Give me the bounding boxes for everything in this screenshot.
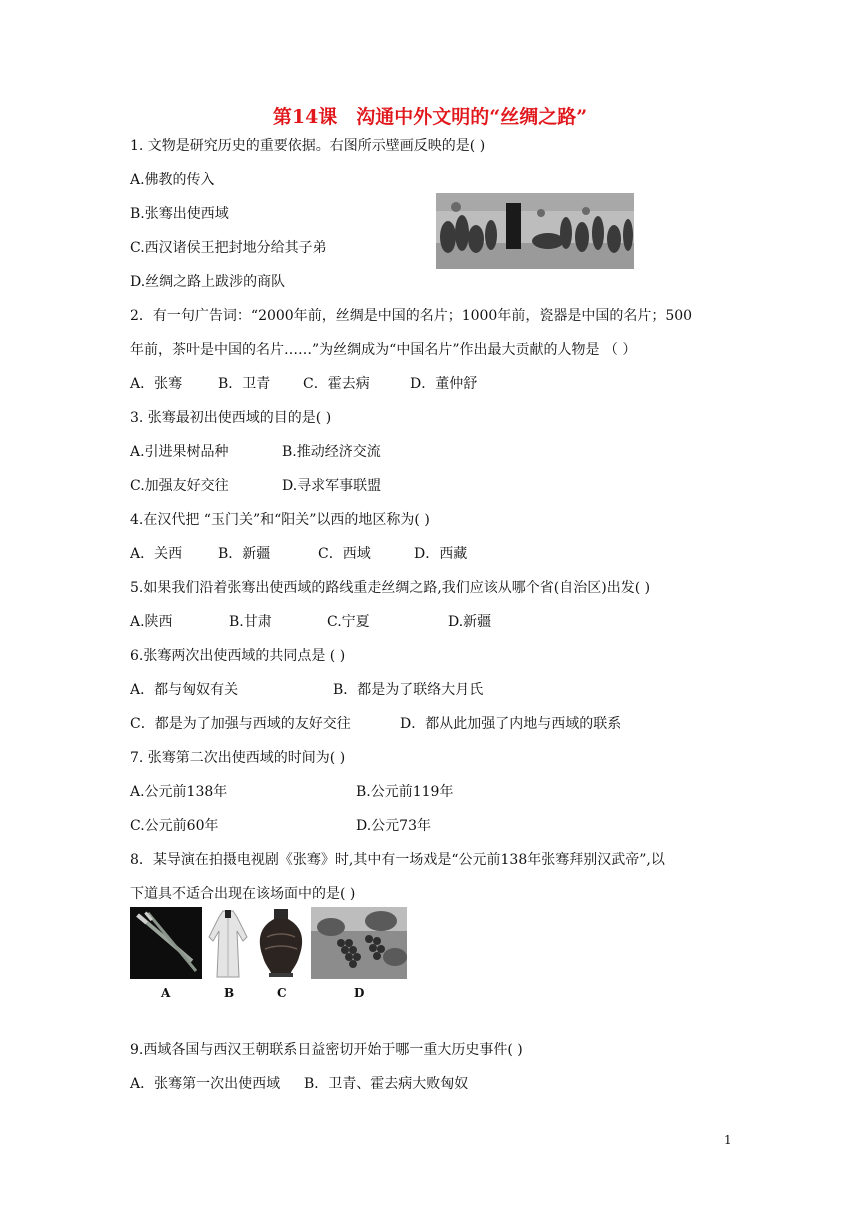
q8-stem-line1: 8．某导演在拍摄电视剧《张骞》时,其中有一场戏是“公元前138年张骞拜别汉武帝”,以 — [130, 852, 665, 868]
q3-option-b: B.推动经济交流 — [282, 444, 381, 460]
q7-stem: 7. 张骞第二次出使西域的时间为( ) — [130, 750, 346, 766]
q6-option-b: B．都是为了联络大月氏 — [333, 682, 484, 698]
q1-option-b: B.张骞出使西域 — [130, 206, 229, 222]
q1-option-d: D.丝绸之路上跋涉的商队 — [130, 274, 286, 290]
caption-b: B — [224, 986, 235, 1000]
q1-option-a: A.佛教的传入 — [130, 172, 215, 188]
page-title: 第14课 沟通中外文明的“丝绸之路” — [272, 106, 588, 128]
q2-option-a: A．张骞 — [130, 376, 183, 392]
q4-option-d: D．西藏 — [414, 546, 468, 562]
q2-stem-line1: 2．有一句广告词：“2000年前，丝绸是中国的名片；1000年前，瓷器是中国的名片；500 — [130, 308, 693, 324]
q7-option-a: A.公元前138年 — [130, 784, 228, 800]
q2-option-d: D．董仲舒 — [410, 376, 478, 392]
q5-stem: 5.如果我们沿着张骞出使西域的路线重走丝绸之路,我们应该从哪个省(自治区)出发( ) — [130, 580, 651, 596]
q7-option-d: D.公元73年 — [356, 818, 431, 834]
q3-option-d: D.寻求军事联盟 — [282, 478, 382, 494]
q6-stem: 6.张骞两次出使西域的共同点是 ( ) — [130, 648, 346, 664]
q9-option-a: A．张骞第一次出使西域 — [130, 1076, 281, 1092]
q5-option-b: B.甘肃 — [229, 614, 272, 630]
q3-stem: 3. 张骞最初出使西域的目的是( ) — [130, 410, 332, 426]
grapes-image — [311, 907, 407, 979]
caption-a: A — [161, 986, 171, 1000]
q9-option-b: B．卫青、霍去病大败匈奴 — [304, 1076, 469, 1092]
q5-option-c: C.宁夏 — [327, 614, 370, 630]
q3-option-c: C.加强友好交往 — [130, 478, 229, 494]
q5-option-a: A.陕西 — [130, 614, 173, 630]
q6-option-c: C．都是为了加强与西域的友好交往 — [130, 716, 351, 732]
q1-option-c: C.西汉诸侯王把封地分给其子弟 — [130, 240, 327, 256]
q4-option-a: A．关西 — [130, 546, 183, 562]
mural-image — [436, 193, 634, 269]
q9-stem: 9.西域各国与西汉王朝联系日益密切开始于哪一重大历史事件( ) — [130, 1042, 523, 1058]
q1-stem: 1. 文物是研究历史的重要依据。右图所示壁画反映的是( ) — [130, 138, 486, 154]
q5-option-d: D.新疆 — [448, 614, 492, 630]
q4-option-c: C．西域 — [318, 546, 371, 562]
q7-option-b: B.公元前119年 — [356, 784, 454, 800]
q3-option-a: A.引进果树品种 — [130, 444, 229, 460]
sword-image — [130, 907, 202, 979]
q4-option-b: B．新疆 — [218, 546, 271, 562]
q6-option-d: D．都从此加强了内地与西域的联系 — [400, 716, 622, 732]
q6-option-a: A．都与匈奴有关 — [130, 682, 239, 698]
q7-option-c: C.公元前60年 — [130, 818, 219, 834]
page-number: 1 — [724, 1133, 732, 1147]
q2-option-c: C．霍去病 — [303, 376, 370, 392]
q4-stem: 4.在汉代把 “玉门关”和“阳关”以西的地区称为( ) — [130, 512, 430, 528]
q2-option-b: B．卫青 — [218, 376, 271, 392]
vase-image — [255, 907, 307, 979]
caption-c: C — [277, 986, 287, 1000]
q8-stem-line2: 下道具不适合出现在该场面中的是( ) — [130, 886, 356, 902]
q2-stem-line2: 年前，茶叶是中国的名片……”为丝绸成为“中国名片”作出最大贡献的人物是 （ ） — [130, 342, 637, 358]
garment-image — [205, 907, 251, 979]
caption-d: D — [354, 986, 365, 1000]
